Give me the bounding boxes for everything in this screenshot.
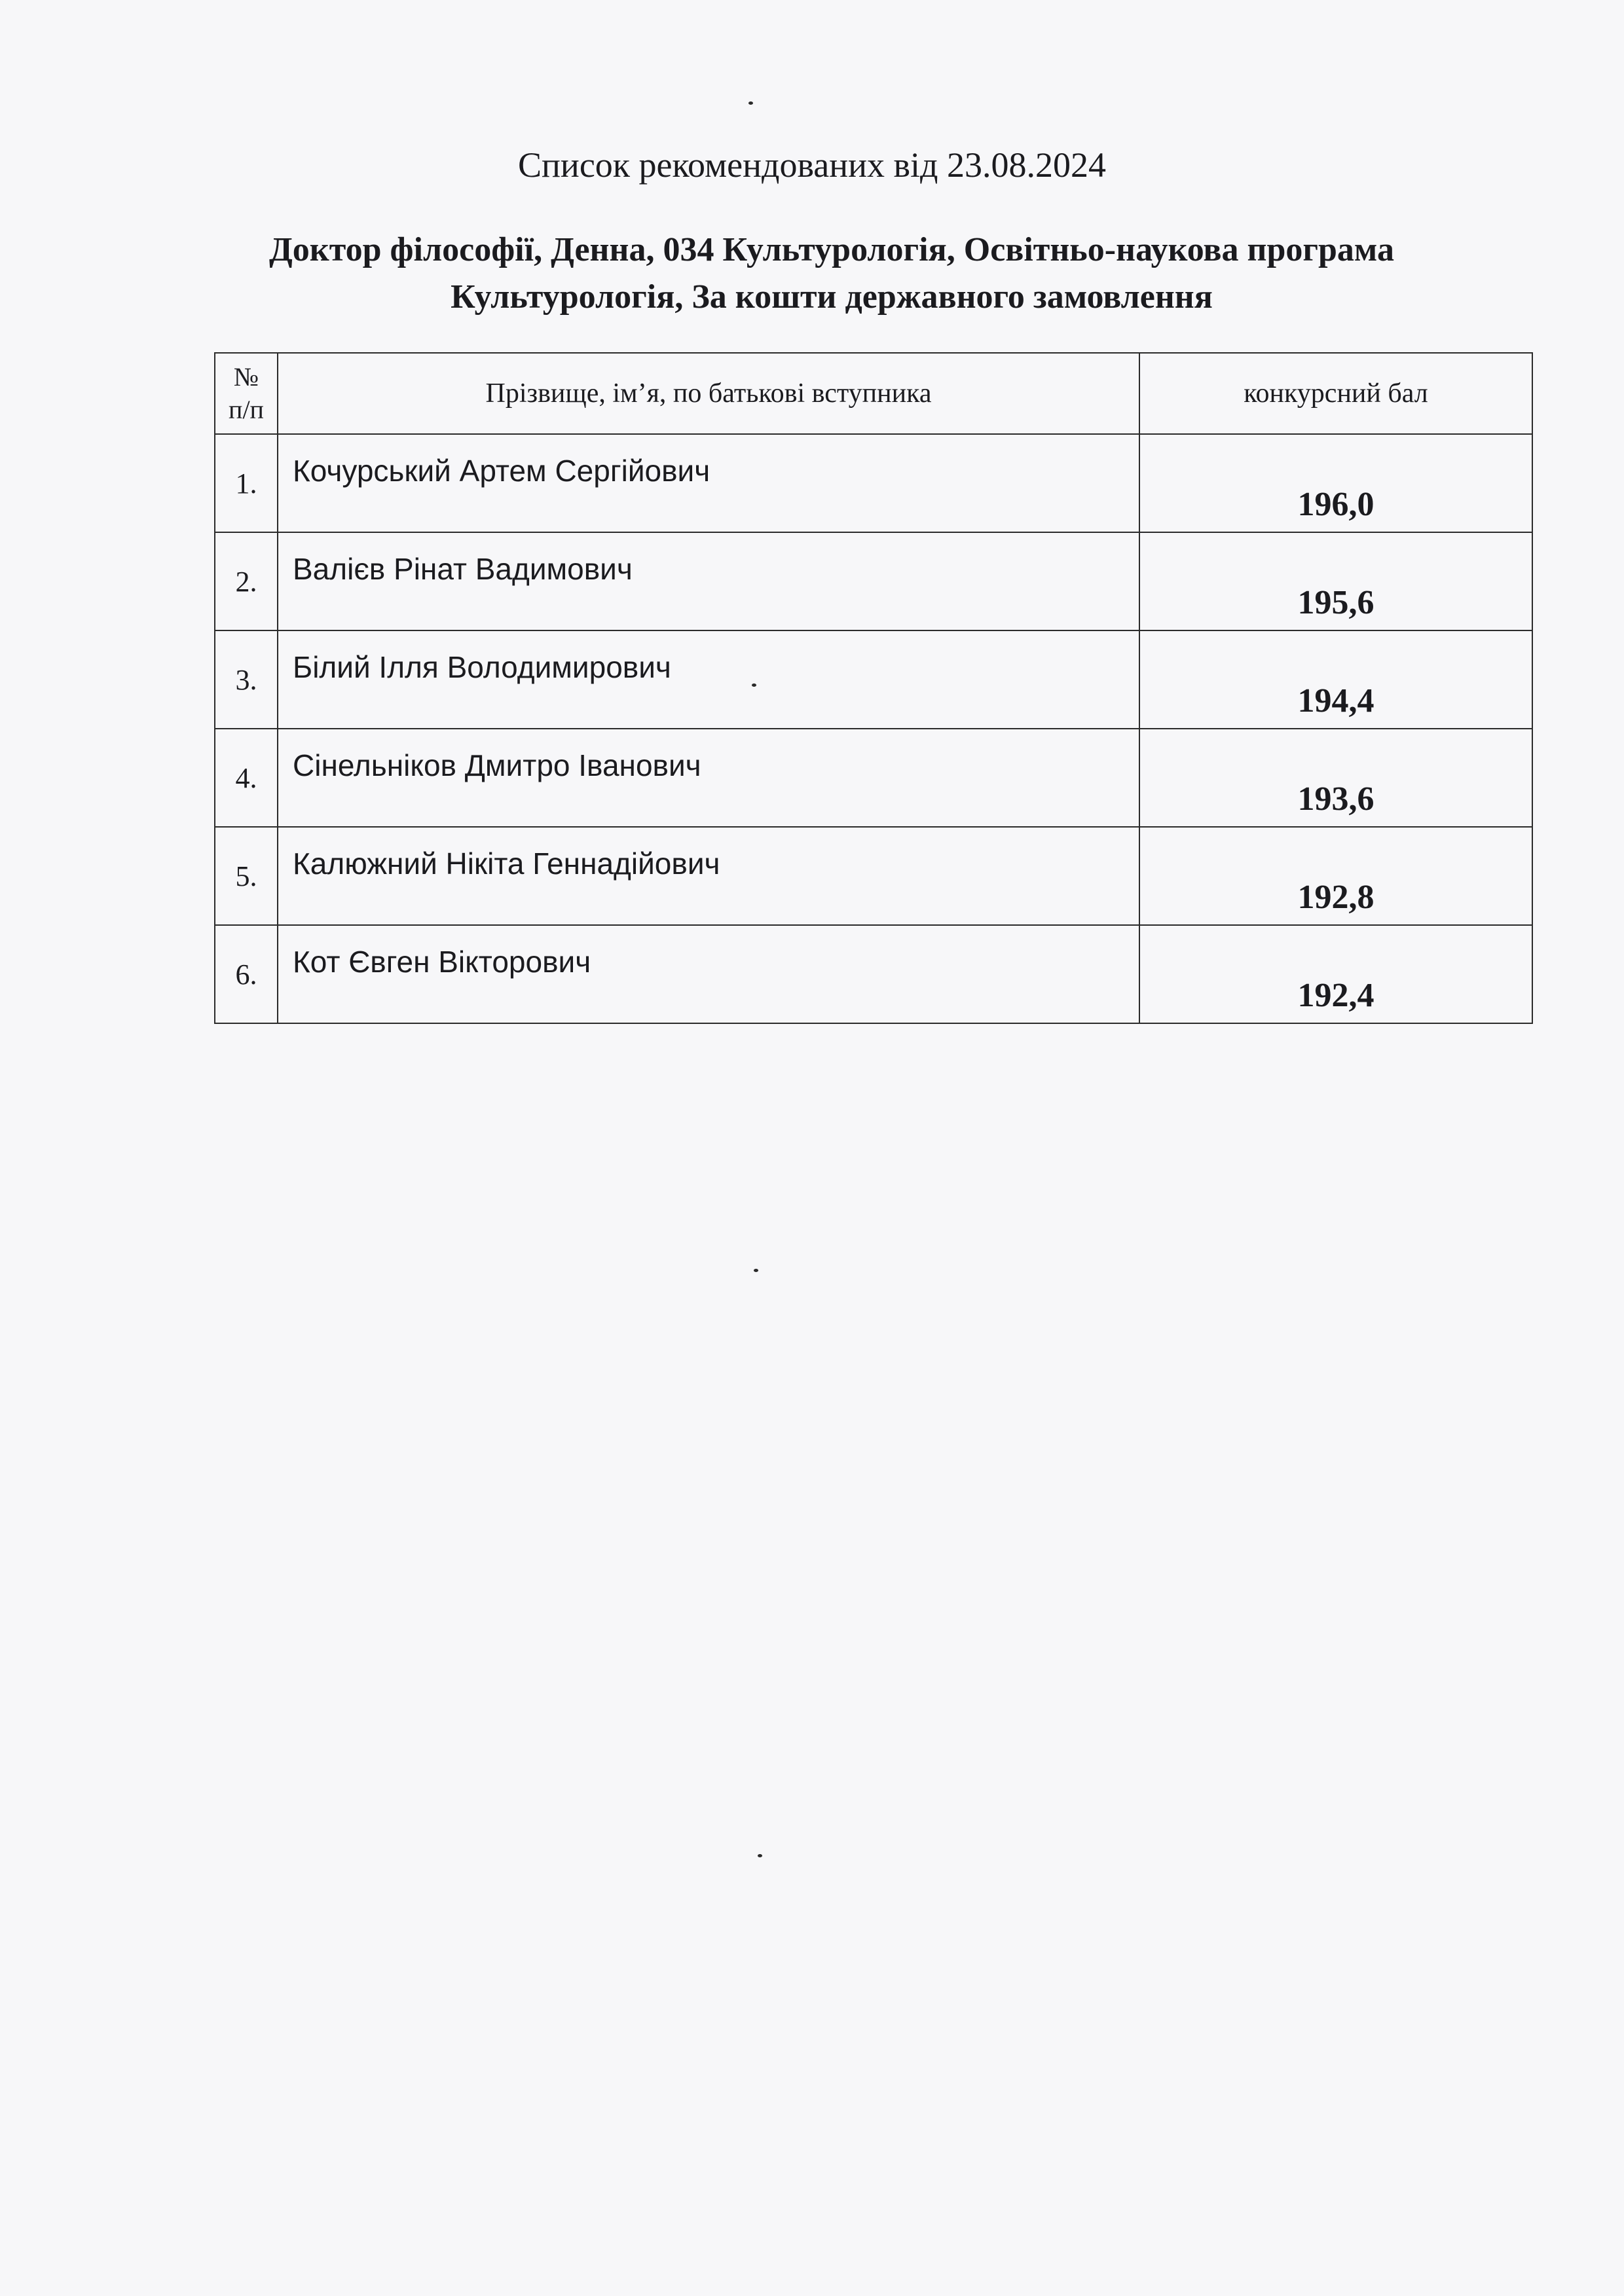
applicant-name: Валієв Рінат Вадимович [278,532,1139,630]
table-row [215,532,1532,630]
row-number: 2. [215,532,278,630]
competitive-score: 192,8 [1139,827,1532,925]
header-number-abbrev: п/п [229,395,264,424]
program-title [196,227,1467,321]
scan-speck [754,1269,758,1272]
table-row [215,434,1532,532]
row-number: 4. [215,729,278,827]
table-header-row [215,353,1532,434]
program-title-line-2: Культурологія, За кошти державного замовлення [451,278,1213,316]
applicant-name: Калюжний Нікіта Геннадійович [278,827,1139,925]
applicant-name: Сінельніков Дмитро Іванович [278,729,1139,827]
row-number: 1. [215,434,278,532]
row-number: 3. [215,630,278,729]
competitive-score: 195,6 [1139,532,1532,630]
applicants-table [214,352,1533,1024]
competitive-score: 193,6 [1139,729,1532,827]
applicant-name: Кот Євген Вікторович [278,925,1139,1023]
header-competitive-score: конкурсний бал [1139,353,1532,434]
header-number-symbol: № [233,362,259,392]
header-number [215,353,278,434]
applicant-name: Кочурський Артем Сергійович [278,434,1139,532]
row-number: 5. [215,827,278,925]
row-number: 6. [215,925,278,1023]
table-row [215,729,1532,827]
list-title: Список рекомендованих від 23.08.2024 [518,145,1106,185]
header-full-name: Прізвище, ім’я, по батькові вступника [278,353,1139,434]
table-row [215,827,1532,925]
competitive-score: 196,0 [1139,434,1532,532]
table-row [215,925,1532,1023]
table-row [215,630,1532,729]
scan-speck [758,1854,762,1857]
scan-speck [748,101,753,105]
competitive-score: 192,4 [1139,925,1532,1023]
program-title-line-1: Доктор філософії, Денна, 034 Культурологія, Освітньо-наукова програма [269,231,1394,268]
applicant-name: Білий Ілля Володимирович [278,630,1139,729]
competitive-score: 194,4 [1139,630,1532,729]
